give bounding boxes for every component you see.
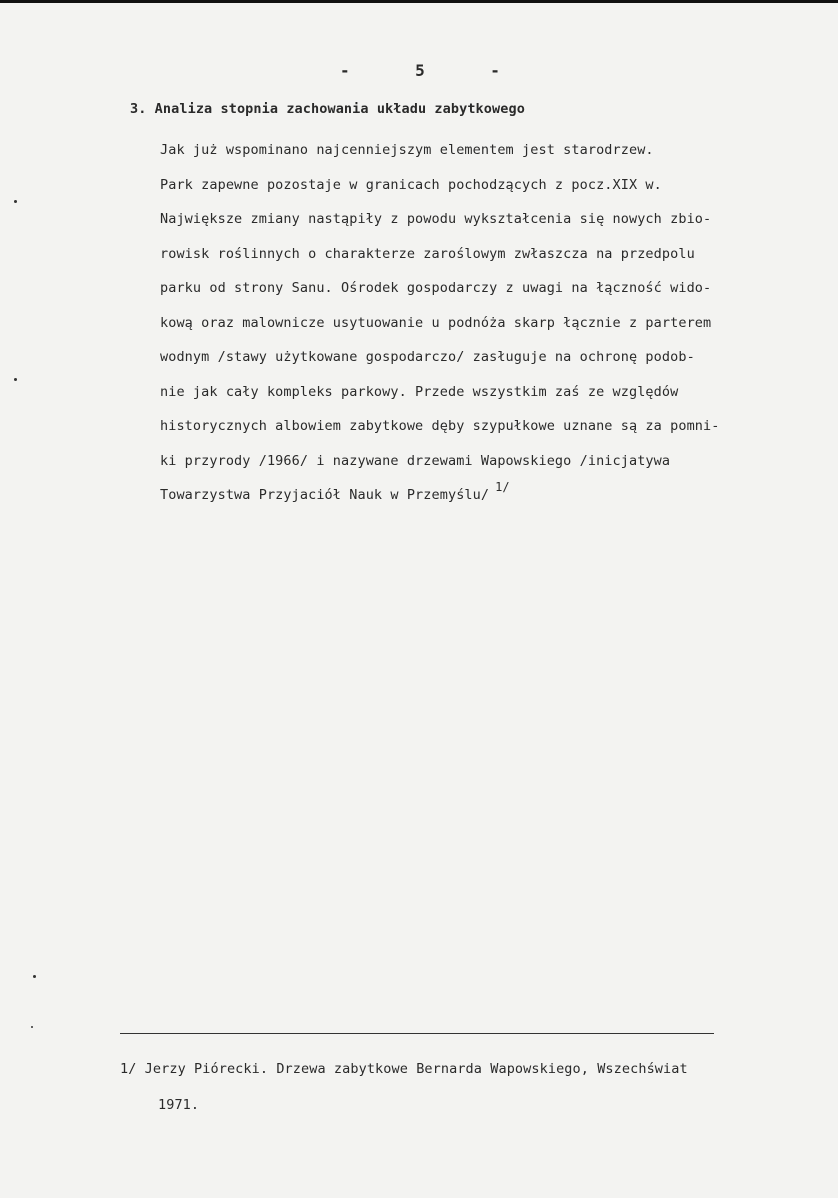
margin-dot <box>31 1026 33 1028</box>
paragraph-line: historycznych albowiem zabytkowe dęby szypułkowe uznane są za pomni- <box>160 418 720 434</box>
page-number-right-dash: - <box>490 61 500 80</box>
footnote <box>120 1056 835 1128</box>
margin-dot <box>14 378 17 381</box>
paragraph-line: kową oraz malownicze usytuowanie u podnóża skarp łącznie z parterem <box>160 314 712 331</box>
footnote-line: 1971. <box>158 1097 200 1113</box>
page-number <box>340 61 500 80</box>
page-number-value: 5 <box>415 61 425 80</box>
paragraph-line-last <box>160 482 832 517</box>
paragraph-line: ki przyrody /1966/ i nazywane drzewami Wapowskiego /inicjatywa <box>160 452 671 469</box>
margin-dot <box>14 200 17 203</box>
paragraph-line: Jak już wspominano najcenniejszym elementem jest starodrzew. <box>160 142 654 158</box>
footnote-line: 1/ Jerzy Piórecki. Drzewa zabytkowe Bernarda Wapowskiego, Wszechświat <box>120 1061 688 1077</box>
footnote-reference: 1/ <box>495 482 510 494</box>
paragraph-line-text: Towarzystwa Przyjaciół Nauk w Przemyślu/ <box>160 487 490 503</box>
paragraph-line: rowisk roślinnych o charakterze zaroślowym zwłaszcza na przedpolu <box>160 245 695 262</box>
paragraph-line: Park zapewne pozostaje w granicach pochodzących z pocz.XIX w. <box>160 176 662 193</box>
page-number-left-dash: - <box>340 61 350 80</box>
paragraph-line: nie jak cały kompleks parkowy. Przede wszystkim zaś ze względów <box>160 383 679 400</box>
body-paragraph <box>160 137 832 517</box>
paragraph-line: parku od strony Sanu. Ośrodek gospodarczy z uwagi na łączność wido- <box>160 280 712 296</box>
footnote-divider <box>120 1033 714 1035</box>
section-heading: 3. Analiza stopnia zachowania układu zabytkowego <box>130 101 525 117</box>
paragraph-line: wodnym /stawy użytkowane gospodarczo/ zasługuje na ochronę podob- <box>160 349 695 365</box>
paragraph-line: Największe zmiany nastąpiły z powodu wykształcenia się nowych zbio- <box>160 211 712 227</box>
margin-dot <box>33 975 36 978</box>
